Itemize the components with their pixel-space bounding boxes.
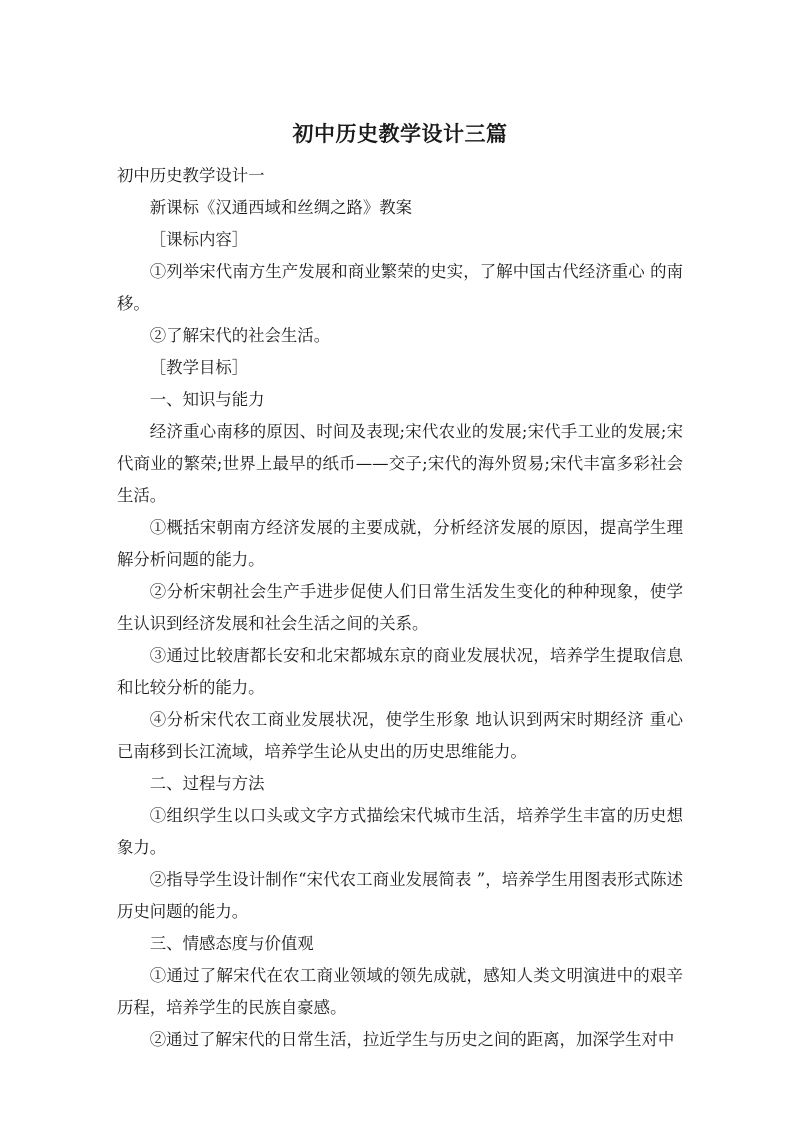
paragraph: ②通过了解宋代的日常生活，拉近学生与历史之间的距离，加深学生对中 <box>149 1030 675 1049</box>
paragraph: ②分析宋朝社会生产手进步促使人们日常生活发生变化的种种现象，使学生认识到经济发展和社会生活之间的关系。 <box>117 582 683 633</box>
paragraph: ①概括宋朝南方经济发展的主要成就，分析经济发展的原因，提高学生理解分析问题的能力。 <box>117 518 683 569</box>
paragraph: 新课标《汉通西域和丝绸之路》教案 <box>149 198 413 217</box>
paragraph: 一、知识与能力 <box>149 390 265 409</box>
document-title: 初中历史教学设计三篇 <box>292 122 508 146</box>
paragraph: ③通过比较唐都长安和北宋都城东京的商业发展状况，培养学生提取信息和比较分析的能力。 <box>117 646 683 697</box>
paragraph: ①通过了解宋代在农工商业领域的领先成就，感知人类文明演进中的艰辛历程，培养学生的民族自豪感。 <box>117 966 683 1017</box>
document-body <box>117 160 683 1056</box>
paragraph: ④分析宋代农工商业发展状况，使学生形象 地认识到两宋时期经济 重心已南移到长江流域，培养学生论从史出的历史思维能力。 <box>117 710 683 761</box>
paragraph: ［课标内容］ <box>149 230 249 249</box>
paragraph: ②指导学生设计制作“宋代农工商业发展简表 ”，培养学生用图表形式陈述历史问题的能力。 <box>117 870 683 921</box>
paragraph: ①组织学生以口头或文字方式描绘宋代城市生活，培养学生丰富的历史想象力。 <box>117 806 683 857</box>
paragraph: 二、过程与方法 <box>149 774 265 793</box>
paragraph: ［教学目标］ <box>149 358 249 377</box>
paragraph: ②了解宋代的社会生活。 <box>149 326 331 345</box>
paragraph: 三、情感态度与价值观 <box>149 934 314 953</box>
paragraph: 经济重心南移的原因、时间及表现;宋代农业的发展;宋代手工业的发展;宋代商业的繁荣;世界上最早的纸币——交子;宋代的海外贸易;宋代丰富多彩社会生活。 <box>117 422 683 505</box>
paragraph: 初中历史教学设计一 <box>117 166 265 185</box>
paragraph: ①列举宋代南方生产发展和商业繁荣的史实，了解中国古代经济重心 的南移。 <box>117 262 683 313</box>
